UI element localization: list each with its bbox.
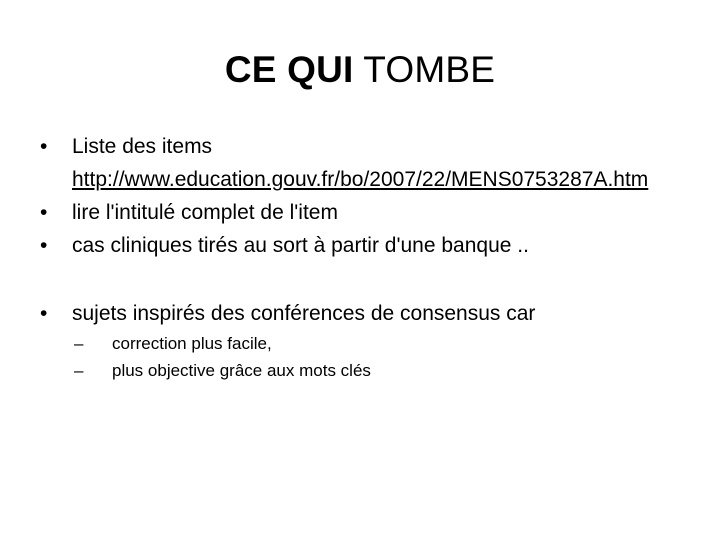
sub-bullet-text: plus objective grâce aux mots clés xyxy=(112,361,371,380)
bullet-item-cas-cliniques xyxy=(40,229,690,262)
slide-title-rest: TOMBE xyxy=(353,49,496,90)
bullet-icon: • xyxy=(40,135,48,158)
dash-icon: – xyxy=(74,334,84,353)
spacer xyxy=(40,262,690,297)
sub-bullet-text: correction plus facile, xyxy=(112,334,272,353)
bullet-text: Liste des items xyxy=(72,135,213,158)
bullet-item-items-list xyxy=(40,130,690,196)
dash-icon: – xyxy=(74,361,84,380)
slide-title xyxy=(0,44,720,96)
bullet-icon: • xyxy=(40,234,48,257)
bullet-icon: • xyxy=(40,302,48,325)
bullet-text: cas cliniques tirés au sort à partir d'une banque .. xyxy=(72,234,529,257)
bullet-item-intitule xyxy=(40,196,690,229)
slide-title-bold: CE QUI xyxy=(224,49,354,90)
bullet-item-sujets xyxy=(40,297,690,330)
bullet-text: sujets inspirés des conférences de consensus car xyxy=(72,302,536,325)
sub-bullet-correction xyxy=(40,330,690,357)
bullet-icon: • xyxy=(40,201,48,224)
sub-bullet-objective xyxy=(40,357,690,384)
bullet-list xyxy=(40,130,690,384)
items-link[interactable]: http://www.education.gouv.fr/bo/2007/22/MENS0753287A.htm xyxy=(72,168,649,191)
bullet-text: lire l'intitulé complet de l'item xyxy=(72,201,338,224)
